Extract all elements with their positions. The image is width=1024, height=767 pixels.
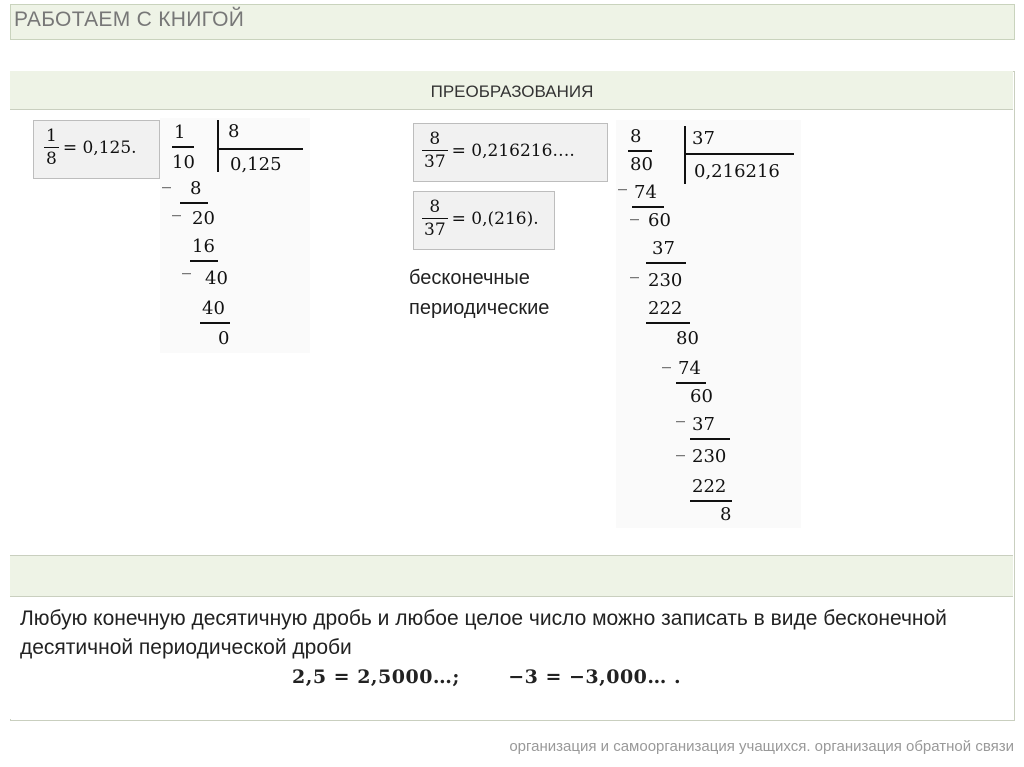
division-quotient: 0,216216 bbox=[694, 161, 780, 182]
fraction-result: = 0,216216…. bbox=[451, 140, 575, 161]
division-step: 16 bbox=[192, 236, 215, 257]
fraction-denominator: 37 bbox=[424, 152, 446, 172]
conclusion-text: Любую конечную десятичную дробь и любое целое число можно записать в виде бесконечной десятичной периодической дроби bbox=[20, 607, 947, 659]
fraction-result: = 0,125. bbox=[62, 137, 137, 158]
fraction-box-8-37 bbox=[413, 123, 608, 182]
example-decimal: 2,5 = 2,5000…; bbox=[292, 666, 460, 688]
division-step: 60 bbox=[648, 210, 671, 231]
division-quotient: 0,125 bbox=[230, 154, 282, 175]
division-dividend: 80 bbox=[630, 154, 653, 175]
division-step: 222 bbox=[692, 476, 727, 497]
division-step: 230 bbox=[692, 446, 727, 467]
example-integer: −3 = −3,000… . bbox=[508, 666, 682, 688]
fraction-denominator: 8 bbox=[46, 149, 57, 169]
division-step: 37 bbox=[692, 414, 715, 435]
division-step: 74 bbox=[678, 358, 701, 379]
division-step: 8 bbox=[190, 178, 202, 199]
conclusion-examples bbox=[292, 666, 681, 688]
division-step: 222 bbox=[648, 298, 683, 319]
fraction-box-1-8 bbox=[33, 120, 160, 179]
long-division-8-37: 8 80 37 0,216216 _ 74 _ 60 37 _ 230 222 80 _ 74 60 _ 37 _ 230 222 8 bbox=[616, 120, 801, 528]
fraction-numerator: 8 bbox=[422, 128, 448, 151]
fraction-numerator: 8 bbox=[422, 196, 448, 219]
division-step: 0 bbox=[218, 328, 230, 349]
periodic-label-line2: периодические bbox=[409, 297, 550, 319]
division-step: 74 bbox=[634, 182, 657, 203]
division-divisor: 37 bbox=[692, 128, 715, 149]
division-step: 37 bbox=[652, 238, 675, 259]
periodic-label-line1: бесконечные bbox=[409, 267, 530, 289]
fraction-box-periodic bbox=[413, 191, 555, 250]
page-title: РАБОТАЕМ С КНИГОЙ bbox=[14, 8, 245, 31]
division-step: 20 bbox=[192, 208, 215, 229]
fraction-result-periodic: = 0,(216). bbox=[451, 208, 539, 229]
fraction-numerator: 1 bbox=[46, 126, 57, 146]
empty-row bbox=[10, 556, 1013, 597]
division-step: 40 bbox=[202, 298, 225, 319]
division-step: 8 bbox=[720, 504, 732, 525]
periodic-label bbox=[409, 263, 549, 323]
long-division-1-8: 1 10 8 0,125 _ 8 _ 20 16 _ 40 40 0 bbox=[160, 118, 310, 353]
fraction-denominator: 37 bbox=[424, 220, 446, 240]
division-dividend: 10 bbox=[172, 152, 195, 173]
section-title: ПРЕОБРАЗОВАНИЯ bbox=[430, 82, 594, 101]
division-dividend-top: 8 bbox=[630, 126, 642, 147]
division-divisor: 8 bbox=[228, 121, 240, 142]
footer-text: организация и самоорганизация учащихся. организация обратной связи bbox=[509, 738, 1014, 755]
division-step: 230 bbox=[648, 270, 683, 291]
division-step: 80 bbox=[676, 328, 699, 349]
division-step: 60 bbox=[690, 386, 713, 407]
division-step: 40 bbox=[205, 268, 228, 289]
division-dividend-top: 1 bbox=[174, 122, 186, 143]
